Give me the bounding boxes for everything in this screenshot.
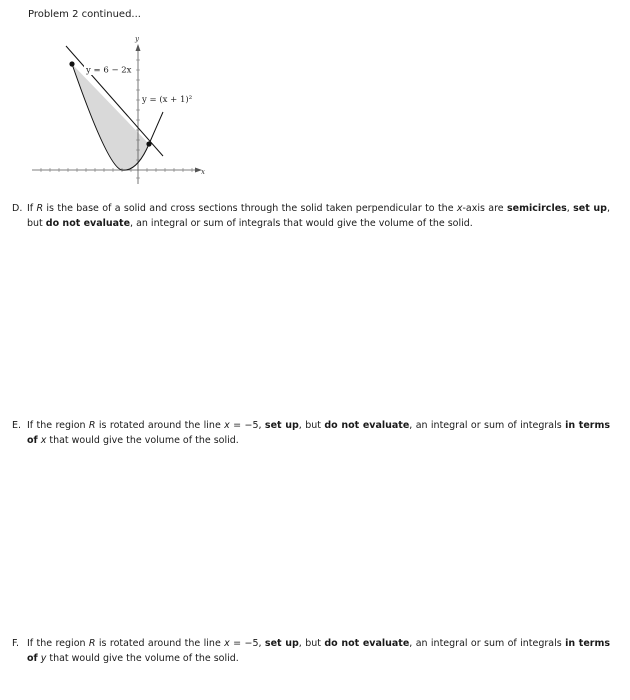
region-graph [0,0,630,200]
question-d-text: If R is the base of a solid and cross sections through the solid taken perpendicular to the x-axis are semicircles, set up, but do not evaluate, an integral or sum of integrals that would give the volume of the solid. [27,203,611,229]
question-e-text: If the region R is rotated around the line x = −5, set up, but do not evaluate, an integral or sum of integrals in terms of x that would give the volume of the solid. [27,420,610,446]
question-d [12,201,610,231]
question-e-label: E. [12,420,22,431]
parabola-equation-label: y = (x + 1)² [142,95,193,105]
intersection-point-left [69,61,74,66]
y-axis-label: y [135,35,139,43]
x-axis [32,168,202,173]
page-heading: Problem 2 continued... [28,9,141,20]
x-axis-label: x [201,168,205,176]
question-f-text: If the region R is rotated around the line x = −5, set up, but do not evaluate, an integral or sum of integrals in terms of y that would give the volume of the solid. [27,638,610,664]
line-equation-label: y = 6 − 2x [86,65,132,76]
intersection-point-right [146,141,151,146]
question-f [12,636,610,666]
question-f-label: F. [12,638,19,649]
question-d-label: D. [12,203,23,214]
question-e [12,418,610,448]
